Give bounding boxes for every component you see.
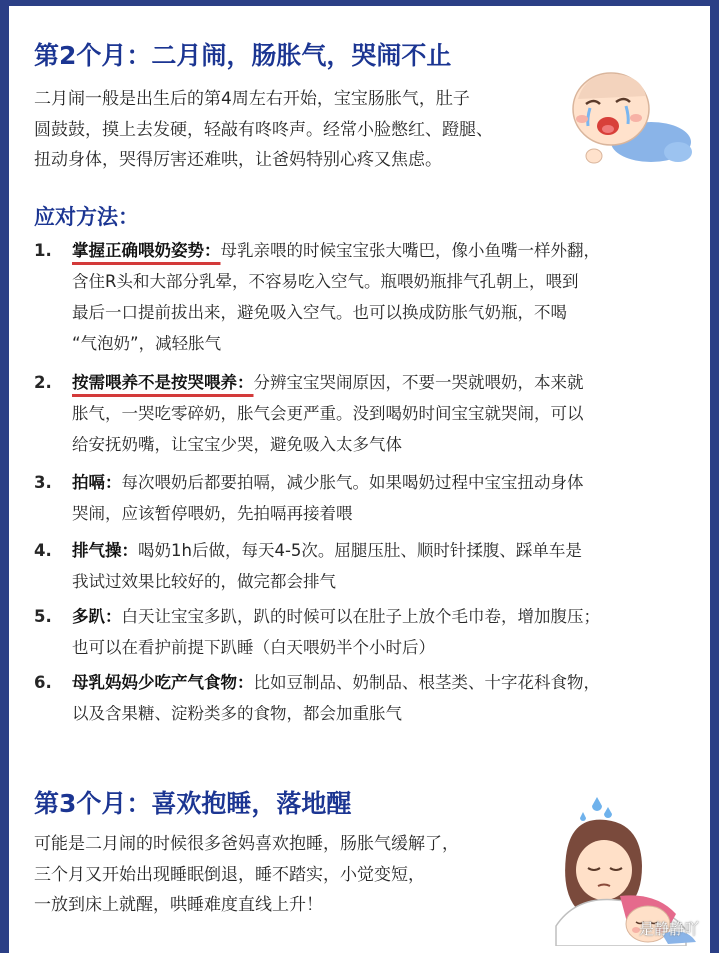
item-number: 4. [34, 541, 52, 560]
intro-line: 二月闹一般是出生后的第4周左右开始，宝宝肠胀气，肚子 [34, 89, 470, 109]
item-line: 我试过效果比较好的，做完都会排气 [72, 572, 336, 591]
month2-intro [34, 84, 493, 176]
item-key: 掌握正确喂奶姿势： [72, 241, 221, 260]
method-item-4 [34, 535, 694, 597]
intro-line: 可能是二月闹的时候很多爸妈喜欢抱睡，肠胀气缓解了， [34, 834, 459, 854]
item-line: 给安抚奶嘴，让宝宝少哭，避免吸入太多气体 [72, 435, 402, 454]
method-item-1 [34, 235, 694, 359]
item-number: 5. [34, 607, 52, 626]
intro-line: 三个月又开始出现睡眠倒退，睡不踏实，小觉变短， [34, 864, 425, 885]
item-key: 母乳妈妈少吃产气食物： [72, 673, 254, 692]
item-line: 分辨宝宝哭闹原因，不要一哭就喂奶，本来就 [253, 373, 584, 392]
item-line: 母乳亲喂的时候宝宝张大嘴巴，像小鱼嘴一样外翻， [220, 241, 600, 260]
watermark: 是静静吖 [638, 920, 699, 938]
methods-heading: 应对方法： [34, 205, 139, 229]
month3-intro [34, 829, 459, 921]
month3-title: 第3个月：喜欢抱睡，落地醒 [34, 789, 352, 818]
crying-baby-illustration [566, 64, 701, 174]
intro-line: 圆鼓鼓，摸上去发硬，轻敲有咚咚声。经常小脸憋红、蹬腿、 [34, 119, 493, 140]
item-key: 排气操： [72, 541, 138, 560]
item-key: 多趴： [72, 607, 122, 626]
intro-line: 扭动身体，哭得厉害还难哄，让爸妈特别心疼又焦虑。 [34, 150, 442, 170]
item-line: 每次喂奶后都要拍嗝，减少胀气。如果喝奶过程中宝宝扭动身体 [121, 473, 584, 492]
method-item-3 [34, 467, 694, 529]
item-number: 3. [34, 473, 52, 492]
method-item-5 [34, 601, 694, 663]
method-item-6 [34, 667, 694, 729]
item-key: 拍嗝： [72, 473, 122, 492]
method-item-2 [34, 367, 694, 460]
item-line: 白天让宝宝多趴，趴的时候可以在肚子上放个毛巾卷，增加腹压； [121, 607, 600, 626]
item-line: 最后一口提前拔出来，避免吸入空气。也可以换成防胀气奶瓶，不喝 [72, 303, 567, 322]
item-line: 也可以在看护前提下趴睡（白天喂奶半个小时后） [72, 638, 435, 657]
item-number: 2. [34, 373, 52, 392]
item-number: 1. [34, 241, 52, 260]
month2-title: 第2个月：二月闹，肠胀气，哭闹不止 [34, 41, 452, 70]
intro-line: 一放到床上就醒，哄睡难度直线上升！ [34, 895, 323, 915]
item-line: “气泡奶”，减轻胀气 [72, 334, 222, 353]
item-key: 按需喂养不是按哭喂养： [72, 373, 254, 392]
item-line: 喝奶1h后做，每天4-5次。屈腿压肚、顺时针揉腹、踩单车是 [138, 541, 582, 560]
item-line: 比如豆制品、奶制品、根茎类、十字花科食物， [253, 673, 600, 692]
item-line: 含住R头和大部分乳晕，不容易吃入空气。瓶喂奶瓶排气孔朝上，喂到 [72, 272, 579, 291]
item-line: 胀气，一哭吃零碎奶，胀气会更严重。没到喝奶时间宝宝就哭闹，可以 [72, 404, 584, 423]
item-number: 6. [34, 673, 52, 692]
item-line: 哭闹，应该暂停喂奶，先拍嗝再接着喂 [72, 504, 353, 523]
item-line: 以及含果糖、淀粉类多的食物，都会加重胀气 [72, 704, 402, 723]
